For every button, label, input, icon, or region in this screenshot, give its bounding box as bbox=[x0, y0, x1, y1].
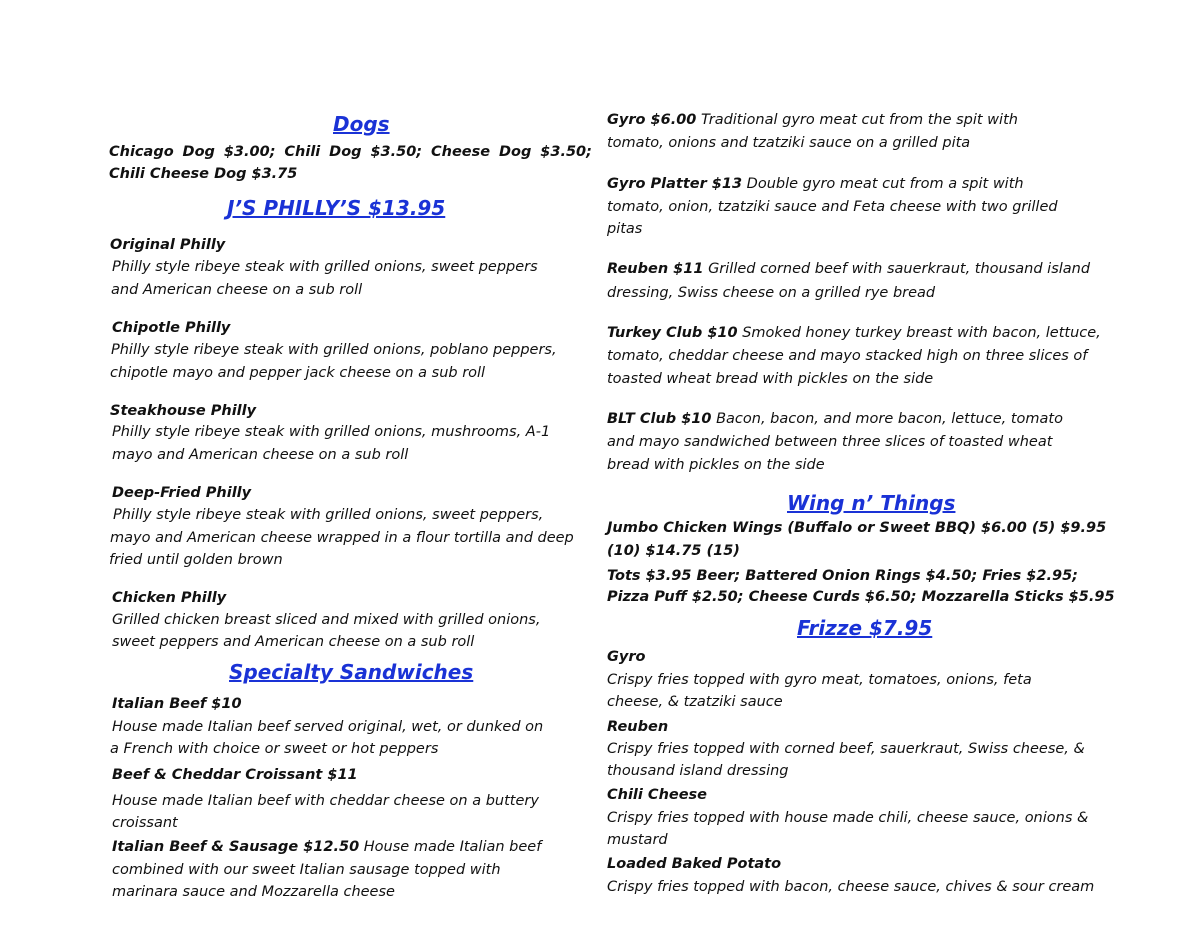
menu-item-desc: Traditional gyro meat cut from the spit with bbox=[701, 112, 1018, 128]
menu-item-line bbox=[607, 110, 1018, 130]
dogs-word: Dog bbox=[329, 144, 362, 160]
philly-item-desc: sweet peppers and American cheese on a sub roll bbox=[112, 634, 475, 650]
philly-item-desc: Grilled chicken breast sliced and mixed with grilled onions, bbox=[112, 612, 541, 628]
menu-item-desc: and mayo sandwiched between three slices of toasted wheat bbox=[607, 434, 1053, 450]
menu-item-line bbox=[607, 174, 1024, 194]
wings-line: Tots $3.95 Beer; Battered Onion Rings $4.50; Fries $2.95; bbox=[607, 568, 1078, 584]
wings-line: Jumbo Chicken Wings (Buffalo or Sweet BBQ) $6.00 (5) $9.95 bbox=[607, 520, 1107, 536]
dogs-word: Dog bbox=[182, 144, 215, 160]
wings-heading: Wing n’ Things bbox=[787, 491, 956, 515]
dogs-word: Chili bbox=[284, 144, 321, 160]
sandwich-name: Beef & Cheddar Croissant $11 bbox=[112, 767, 358, 783]
frizze-item-name: Gyro bbox=[607, 649, 646, 665]
menu-item-desc: tomato, cheddar cheese and mayo stacked high on three slices of bbox=[607, 348, 1088, 364]
sandwich-name: Italian Beef & Sausage $12.50 bbox=[112, 839, 360, 855]
frizze-heading: Frizze $7.95 bbox=[797, 616, 933, 640]
specialty-heading: Specialty Sandwiches bbox=[229, 660, 474, 684]
dogs-word: Cheese bbox=[431, 144, 491, 160]
sandwich-desc: marinara sauce and Mozzarella cheese bbox=[112, 884, 395, 900]
menu-item-desc: Grilled corned beef with sauerkraut, thousand island bbox=[708, 261, 1091, 277]
frizze-item-desc: Crispy fries topped with gyro meat, tomatoes, onions, feta bbox=[607, 672, 1032, 688]
philly-item-desc: Philly style ribeye steak with grilled onions, sweet peppers, bbox=[113, 507, 544, 523]
menu-item-desc: tomato, onion, tzatziki sauce and Feta cheese with two grilled bbox=[607, 199, 1058, 215]
frizze-item-desc: thousand island dressing bbox=[607, 763, 789, 779]
menu-item-desc: toasted wheat bread with pickles on the side bbox=[607, 371, 934, 387]
menu-item-name: Gyro $6.00 bbox=[607, 112, 697, 128]
sandwich-desc: croissant bbox=[112, 815, 178, 831]
dogs-word: $3.50; bbox=[370, 144, 423, 160]
dogs-word: $3.50; bbox=[540, 144, 592, 160]
menu-item-desc: Bacon, bacon, and more bacon, lettuce, tomato bbox=[716, 411, 1063, 427]
philly-item-name: Chipotle Philly bbox=[112, 320, 231, 336]
philly-item-desc: Philly style ribeye steak with grilled onions, mushrooms, A-1 bbox=[112, 424, 551, 440]
frizze-item-desc: Crispy fries topped with house made chili, cheese sauce, onions & bbox=[607, 810, 1089, 826]
menu-item-desc: Double gyro meat cut from a spit with bbox=[746, 176, 1024, 192]
sandwich-desc: House made Italian beef served original, wet, or dunked on bbox=[112, 719, 544, 735]
menu-item-line bbox=[607, 323, 1101, 343]
philly-item-name: Original Philly bbox=[110, 237, 226, 253]
dogs-line-1 bbox=[109, 142, 592, 162]
sandwich-desc: combined with our sweet Italian sausage topped with bbox=[112, 862, 501, 878]
dogs-line-2: Chili Cheese Dog $3.75 bbox=[109, 166, 298, 182]
philly-item-desc: Philly style ribeye steak with grilled onions, poblano peppers, bbox=[111, 342, 557, 358]
philly-item-name: Deep-Fried Philly bbox=[112, 485, 252, 501]
dogs-heading: Dogs bbox=[333, 112, 390, 136]
frizze-item-name: Chili Cheese bbox=[607, 787, 708, 803]
menu-item-name: BLT Club $10 bbox=[607, 411, 712, 427]
frizze-item-desc: Crispy fries topped with corned beef, sauerkraut, Swiss cheese, & bbox=[607, 741, 1085, 757]
philly-item-desc: mayo and American cheese wrapped in a flour tortilla and deep bbox=[110, 530, 574, 546]
frizze-item-name: Loaded Baked Potato bbox=[607, 856, 782, 872]
sandwich-name: Italian Beef $10 bbox=[112, 696, 242, 712]
menu-item-desc: dressing, Swiss cheese on a grilled rye bread bbox=[607, 285, 936, 301]
philly-item-desc: chipotle mayo and pepper jack cheese on a sub roll bbox=[110, 365, 486, 381]
menu-item-line bbox=[607, 409, 1063, 429]
frizze-item-name: Reuben bbox=[607, 719, 669, 735]
wings-line: (10) $14.75 (15) bbox=[607, 543, 740, 559]
philly-item-name: Chicken Philly bbox=[112, 590, 227, 606]
wings-line: Pizza Puff $2.50; Cheese Curds $6.50; Mozzarella Sticks $5.95 bbox=[607, 589, 1115, 605]
sandwich-desc: a French with choice or sweet or hot peppers bbox=[110, 741, 439, 757]
phillys-heading: J’S PHILLY’S $13.95 bbox=[227, 196, 446, 220]
philly-item-desc: and American cheese on a sub roll bbox=[111, 282, 363, 298]
dogs-word: Chicago bbox=[109, 144, 174, 160]
menu-item-name: Gyro Platter $13 bbox=[607, 176, 743, 192]
frizze-item-desc: mustard bbox=[607, 832, 668, 848]
dogs-word: $3.00; bbox=[223, 144, 276, 160]
menu-item-desc: pitas bbox=[607, 221, 643, 237]
menu-item-desc: Smoked honey turkey breast with bacon, lettuce, bbox=[742, 325, 1101, 341]
philly-item-desc: fried until golden brown bbox=[109, 552, 283, 568]
frizze-item-desc: cheese, & tzatziki sauce bbox=[607, 694, 783, 710]
menu-item-line bbox=[607, 259, 1090, 279]
dogs-word: Dog bbox=[499, 144, 532, 160]
menu-item-desc: tomato, onions and tzatziki sauce on a grilled pita bbox=[607, 135, 971, 151]
menu-item-desc: bread with pickles on the side bbox=[607, 457, 825, 473]
philly-item-desc: Philly style ribeye steak with grilled onions, sweet peppers bbox=[112, 259, 538, 275]
sandwich-desc: House made Italian beef bbox=[363, 839, 542, 855]
frizze-item-desc: Crispy fries topped with bacon, cheese sauce, chives & sour cream bbox=[607, 879, 1095, 895]
philly-item-name: Steakhouse Philly bbox=[110, 403, 257, 419]
philly-item-desc: mayo and American cheese on a sub roll bbox=[112, 447, 409, 463]
menu-item-name: Turkey Club $10 bbox=[607, 325, 738, 341]
sandwich-line bbox=[112, 837, 541, 857]
sandwich-desc: House made Italian beef with cheddar cheese on a buttery bbox=[112, 793, 539, 809]
menu-item-name: Reuben $11 bbox=[607, 261, 704, 277]
